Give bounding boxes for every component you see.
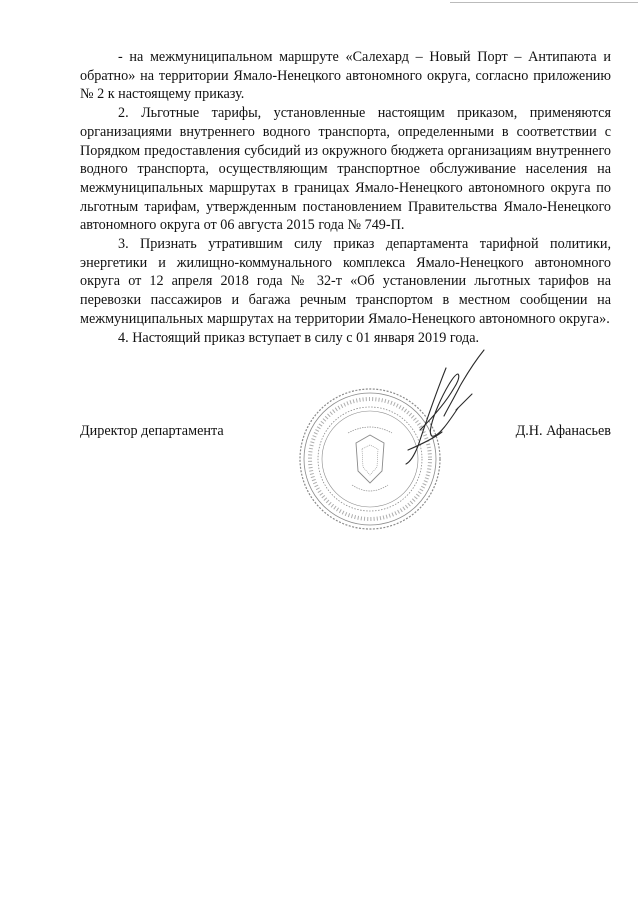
document-body: [80, 48, 611, 347]
paragraph-4: 4. Настоящий приказ вступает в силу с 01 января 2019 года.: [118, 329, 480, 346]
paragraph-2: 2. Льготные тарифы, установленные настоящим приказом, применяются организациями внутреннего водного транспорта, определенными в соответствии с Порядком предоставления субсидий из окружного бюджета организациям внутреннего водного транспорта, осуществляющим транспортное обслуживание населения на межмуниципальных маршрутах в границах Ямало-Ненецкого автономного округа по льготным тарифам, утвержденным постановлением Правительства Ямало-Ненецкого автономного округа от 06 августа 2015 года № 749-П.: [80, 105, 611, 234]
paragraph-3: 3. Признать утратившим силу приказ департамента тарифной политики, энергетики и жилищно-коммунального комплекса Ямало-Ненецкого автономного округа от 12 апреля 2018 года № 32-т «Об установлении льготных тарифов на перевозки пассажиров и багажа речным транспортом в местном сообщении на межмуниципальных маршрутах на территории Ямало-Ненецкого автономного округа».: [80, 236, 611, 327]
signer-title: Директор департамента: [80, 423, 224, 439]
paragraph-route: - на межмуниципальном маршруте «Салехард – Новый Порт – Антипаюта и обратно» на территории Ямало-Ненецкого автономного округа, согласно приложению № 2 к настоящему приказу.: [80, 49, 611, 103]
handwritten-signature: [398, 346, 528, 466]
signer-name: Д.Н. Афанасьев: [515, 423, 611, 439]
top-rule: [450, 2, 638, 3]
